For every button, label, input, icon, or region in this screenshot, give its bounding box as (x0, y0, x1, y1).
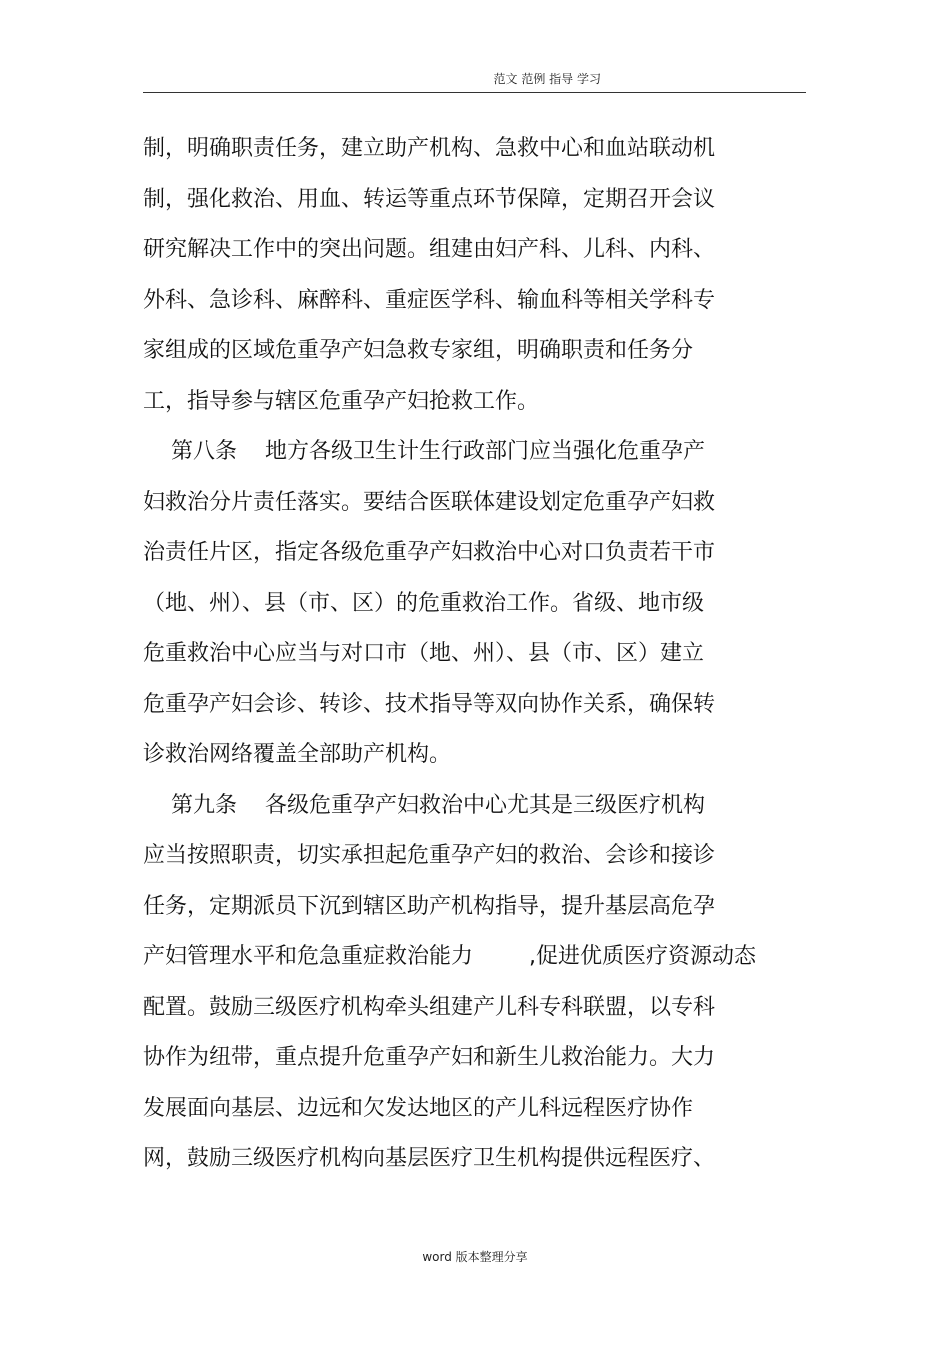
text-line: 外科、急诊科、麻醉科、重症医学科、输血科等相关学科专 (143, 287, 716, 313)
page-footer: word 版本整理分享 (422, 1250, 528, 1264)
text-line: 发展面向基层、边远和欠发达地区的产儿科远程医疗协作 (143, 1095, 694, 1121)
article-9-heading-line: 第九条 各级危重孕产妇救治中心尤其是三级医疗机构 (143, 792, 705, 818)
header-text: 范文 范例 指导 学习 (493, 72, 601, 86)
text-line: 治责任片区，指定各级危重孕产妇救治中心对口负责若干市 (143, 540, 716, 565)
text-line: 研究解决工作中的突出问题。组建由妇产科、儿科、内科、 (143, 237, 716, 262)
text-line: 配置。鼓励三级医疗机构牵头组建产儿科专科联盟，以专科 (143, 994, 716, 1020)
text-line: （地、州）、县（市、区）的危重救治工作。省级、地市级 (143, 590, 705, 616)
text-line: 制，明确职责任务，建立助产机构、急救中心和血站联动机 (143, 136, 716, 161)
text-line: 危重孕产妇会诊、转诊、技术指导等双向协作关系，确保转 (143, 691, 716, 717)
text-line: 产妇管理水平和危急重症救治能力 ,促进优质医疗资源动态 (143, 944, 756, 969)
text-line: 工，指导参与辖区危重孕产妇抢救工作。 (143, 388, 540, 414)
text-line: 网，鼓励三级医疗机构向基层医疗卫生机构提供远程医疗、 (143, 1146, 716, 1171)
text-line: 任务，定期派员下沉到辖区助产机构指导，提升基层高危孕 (143, 893, 716, 919)
text-line: 制，强化救治、用血、转运等重点环节保障，定期召开会议 (143, 186, 716, 212)
text-line: 妇救治分片责任落实。要结合医联体建设划定危重孕产妇救 (143, 489, 716, 515)
text-line: 诊救治网络覆盖全部助产机构。 (143, 742, 452, 767)
article-8-heading-line: 第八条 地方各级卫生计生行政部门应当强化危重孕产 (143, 439, 705, 464)
text-line: 家组成的区域危重孕产妇急救专家组，明确职责和任务分 (143, 338, 694, 363)
page-header (143, 70, 806, 93)
text-line: 应当按照职责，切实承担起危重孕产妇的救治、会诊和接诊 (143, 843, 716, 868)
text-line: 危重救治中心应当与对口市（地、州）、县（市、区）建立 (143, 641, 705, 666)
document-body (143, 124, 793, 1185)
text-line: 协作为纽带，重点提升危重孕产妇和新生儿救治能力。大力 (143, 1045, 716, 1070)
